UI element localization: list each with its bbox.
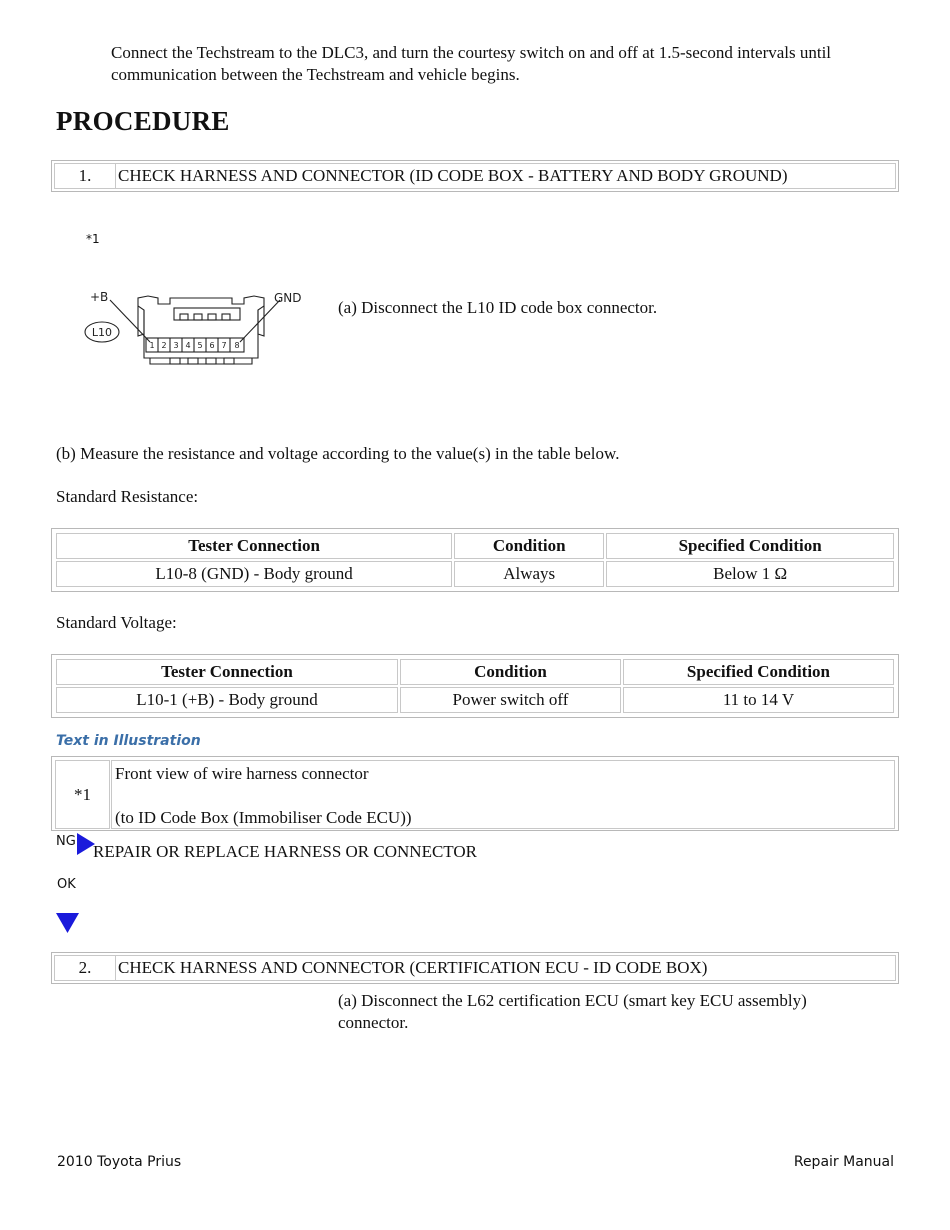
pin-label: 7: [221, 341, 227, 350]
step1-a-text: (a) Disconnect the L10 ID code box connector.: [338, 298, 658, 317]
text-in-illustration-heading: Text in Illustration: [56, 733, 201, 749]
table-cell: L10-1 (+B) - Body ground: [56, 687, 398, 713]
connector-diagram: [80, 286, 320, 372]
pin-label: 1: [149, 341, 155, 350]
step2-title: CHECK HARNESS AND CONNECTOR (CERTIFICATION ECU - ID CODE BOX): [118, 958, 708, 977]
step1-number: 1.: [55, 164, 116, 188]
illustration-ref-cell: *1: [55, 760, 110, 829]
table-cell: Below 1 Ω: [606, 561, 894, 587]
resistance-label: Standard Resistance:: [56, 487, 199, 506]
table-cell: Power switch off: [400, 687, 621, 713]
ng-action-link[interactable]: REPAIR OR REPLACE HARNESS OR CONNECTOR: [93, 842, 477, 861]
table-row: [56, 687, 894, 713]
table-header: Specified Condition: [606, 533, 894, 559]
table-cell: L10-8 (GND) - Body ground: [56, 561, 452, 587]
ng-label: NG: [56, 834, 76, 849]
plus-b-label: +B: [90, 290, 109, 304]
table-header: Tester Connection: [56, 659, 398, 685]
illustration-text-line2: (to ID Code Box (Immobiliser Code ECU)): [115, 808, 412, 827]
voltage-table: [51, 654, 899, 718]
step2-a-text: (a) Disconnect the L62 certification ECU (smart key ECU assembly) connector.: [338, 991, 807, 1032]
procedure-heading: PROCEDURE: [56, 106, 230, 136]
illustration-text-line1: Front view of wire harness connector: [115, 764, 369, 783]
table-header: Condition: [454, 533, 604, 559]
pin-label: 2: [161, 341, 167, 350]
pin-label: 6: [209, 341, 215, 350]
ok-down-arrow-icon: [55, 912, 80, 934]
illustration-ref: *1: [86, 232, 100, 246]
step1-title: CHECK HARNESS AND CONNECTOR (ID CODE BOX - BATTERY AND BODY GROUND): [118, 166, 788, 185]
resistance-table: [51, 528, 899, 592]
table-header: Tester Connection: [56, 533, 452, 559]
text-in-illustration-table: [51, 756, 899, 831]
table-row: [56, 561, 894, 587]
gnd-label: GND: [274, 291, 302, 305]
table-cell: 11 to 14 V: [623, 687, 894, 713]
pin-label: 4: [185, 341, 191, 350]
step2-number: 2.: [55, 956, 116, 980]
step2-header: [51, 952, 899, 984]
ok-label: OK: [57, 877, 76, 892]
connector-id-label: L10: [91, 326, 113, 339]
step1-header: [51, 160, 899, 192]
pin-label: 5: [197, 341, 203, 350]
footer-left: 2010 Toyota Prius: [57, 1154, 182, 1170]
pin-label: 3: [173, 341, 179, 350]
footer-right: Repair Manual: [793, 1154, 894, 1170]
table-header: Condition: [400, 659, 621, 685]
intro-paragraph: Connect the Techstream to the DLC3, and turn the courtesy switch on and off at 1.5-second intervals until communication between the Techstream and vehicle begins.: [111, 43, 832, 84]
voltage-label: Standard Voltage:: [56, 613, 177, 632]
table-header: Specified Condition: [623, 659, 894, 685]
step1-b-text: (b) Measure the resistance and voltage according to the value(s) in the table below.: [56, 444, 620, 463]
table-cell: Always: [454, 561, 604, 587]
pin-label: 8: [234, 341, 240, 350]
